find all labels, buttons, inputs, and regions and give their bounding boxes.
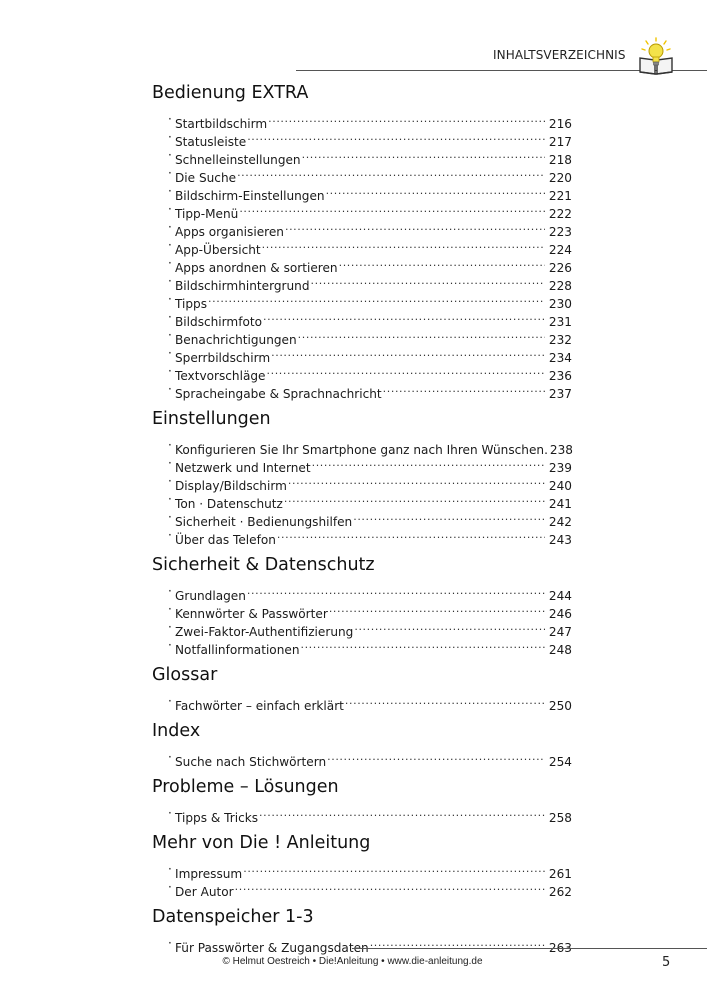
dot-leader <box>243 860 545 878</box>
entry-page: 246 <box>548 607 572 621</box>
section-title: Einstellungen <box>152 409 271 429</box>
table-of-contents <box>152 80 572 960</box>
toc-entry[interactable] <box>152 110 572 131</box>
bullet: · <box>168 602 172 616</box>
entry-page: 221 <box>548 189 572 203</box>
bullet: · <box>168 584 172 598</box>
dot-leader <box>353 508 545 526</box>
entry-page: 243 <box>548 533 572 547</box>
bullet: · <box>168 638 172 652</box>
bullet: · <box>168 364 172 378</box>
entry-page: 241 <box>548 497 572 511</box>
dot-leader <box>354 618 545 636</box>
toc-entry[interactable] <box>152 934 572 955</box>
entry-page: 240 <box>548 479 572 493</box>
bullet: · <box>168 202 172 216</box>
dot-leader <box>271 344 545 362</box>
entry-page: 226 <box>548 261 572 275</box>
bullet: · <box>168 166 172 180</box>
entry-label: Konfigurieren Sie Ihr Smartphone ganz nach Ihren Wünschen. <box>175 443 548 457</box>
dot-leader <box>326 182 545 200</box>
dot-leader <box>284 490 545 508</box>
bullet: · <box>168 220 172 234</box>
bullet: · <box>168 256 172 270</box>
entry-page: 250 <box>548 699 572 713</box>
entry-label: Tipps & Tricks <box>175 811 259 825</box>
entry-page: 223 <box>548 225 572 239</box>
bullet: · <box>168 184 172 198</box>
bullet: · <box>168 148 172 162</box>
entry-label: Impressum <box>175 867 243 881</box>
entry-page: 262 <box>548 885 572 899</box>
toc-entry[interactable] <box>152 618 572 639</box>
entry-page: 247 <box>548 625 572 639</box>
bullet: · <box>168 936 172 950</box>
footer-credit <box>0 956 707 967</box>
dot-leader <box>247 128 545 146</box>
bullet: · <box>168 806 172 820</box>
toc-entry[interactable] <box>152 272 572 293</box>
dot-leader <box>327 748 545 766</box>
entry-label: Kennwörter & Passwörter <box>175 607 328 621</box>
toc-entry[interactable] <box>152 128 572 149</box>
dot-leader <box>247 582 545 600</box>
toc-entry[interactable] <box>152 600 572 621</box>
bullet: · <box>168 274 172 288</box>
dot-leader <box>329 600 545 618</box>
entry-label: Statusleiste <box>175 135 247 149</box>
entry-label: App-Übersicht <box>175 243 261 257</box>
dot-leader <box>267 362 546 380</box>
bullet: · <box>168 492 172 506</box>
entry-page: 258 <box>548 811 572 825</box>
bullet: · <box>168 620 172 634</box>
bullet: · <box>168 382 172 396</box>
entry-label: Bildschirmfoto <box>175 315 263 329</box>
entry-label: Tipps <box>175 297 208 311</box>
entry-label: Notfallinformationen <box>175 643 300 657</box>
toc-entry[interactable] <box>152 236 572 257</box>
footer-credit-text: © Helmut Oestreich • Die!Anleitung • www.die-anleitung.de <box>222 956 483 967</box>
dot-leader <box>311 272 546 290</box>
toc-section <box>152 82 572 406</box>
section-title: Mehr von Die ! Anleitung <box>152 833 371 853</box>
dot-leader <box>262 236 545 254</box>
bullet: · <box>168 310 172 324</box>
entry-label: Die Suche <box>175 171 237 185</box>
bullet: · <box>168 694 172 708</box>
entry-page: 220 <box>548 171 572 185</box>
toc-entry[interactable] <box>152 254 572 275</box>
toc-entry[interactable] <box>152 508 572 529</box>
dot-leader <box>298 326 545 344</box>
entry-page: 218 <box>548 153 572 167</box>
dot-leader <box>383 380 545 398</box>
toc-section <box>152 408 572 552</box>
entry-label: Für Passwörter & Zugangsdaten <box>175 941 369 955</box>
entry-label: Startbildschirm <box>175 117 268 131</box>
entry-label: Bildschirm-Einstellungen <box>175 189 325 203</box>
toc-entry[interactable] <box>152 436 574 457</box>
section-title: Bedienung EXTRA <box>152 83 309 103</box>
toc-entry[interactable] <box>152 804 572 825</box>
toc-entry[interactable] <box>152 218 572 239</box>
entry-label: Display/Bildschirm <box>175 479 287 493</box>
header-title: INHALTSVERZEICHNIS <box>493 48 626 62</box>
entry-page: 248 <box>548 643 572 657</box>
footer-rule <box>352 948 707 949</box>
toc-entry[interactable] <box>152 362 572 383</box>
entry-page: 237 <box>548 387 572 401</box>
entry-label: Zwei-Faktor-Authentifizierung <box>175 625 354 639</box>
toc-entry[interactable] <box>152 146 572 167</box>
bullet: · <box>168 238 172 252</box>
toc-entry[interactable] <box>152 454 572 475</box>
lightbulb-icon <box>637 36 675 76</box>
bullet: · <box>168 130 172 144</box>
entry-page: 231 <box>548 315 572 329</box>
toc-entry[interactable] <box>152 472 572 493</box>
entry-page: 234 <box>548 351 572 365</box>
section-title: Index <box>152 721 201 741</box>
toc-section <box>152 554 572 662</box>
entry-page: 216 <box>548 117 572 131</box>
section-title: Sicherheit & Datenschutz <box>152 555 375 575</box>
entry-label: Apps anordnen & sortieren <box>175 261 338 275</box>
toc-entry[interactable] <box>152 526 572 547</box>
dot-leader <box>285 218 545 236</box>
entry-label: Netzwerk und Internet <box>175 461 311 475</box>
entry-label: Schnelleinstellungen <box>175 153 301 167</box>
dot-leader <box>239 200 545 218</box>
entry-page: 238 <box>549 443 574 457</box>
bullet: · <box>168 438 172 452</box>
bullet: · <box>168 346 172 360</box>
toc-section <box>152 906 572 960</box>
page-number: 5 <box>662 955 671 970</box>
bullet: · <box>168 750 172 764</box>
toc-entry[interactable] <box>152 164 572 185</box>
entry-label: Über das Telefon <box>175 533 276 547</box>
dot-leader <box>208 290 545 308</box>
entry-page: 244 <box>548 589 572 603</box>
bullet: · <box>168 112 172 126</box>
toc-section <box>152 720 572 774</box>
dot-leader <box>302 146 545 164</box>
entry-label: Apps organisieren <box>175 225 284 239</box>
entry-label: Textvorschläge <box>175 369 266 383</box>
toc-entry[interactable] <box>152 860 572 881</box>
toc-entry[interactable] <box>152 490 572 511</box>
entry-page: 228 <box>548 279 572 293</box>
dot-leader <box>235 878 545 896</box>
bullet: · <box>168 456 172 470</box>
entry-page: 242 <box>548 515 572 529</box>
dot-leader <box>339 254 545 272</box>
entry-page: 232 <box>548 333 572 347</box>
entry-label: Bildschirmhintergrund <box>175 279 310 293</box>
entry-page: 222 <box>548 207 572 221</box>
toc-entry[interactable] <box>152 636 572 657</box>
toc-section <box>152 776 572 830</box>
toc-entry[interactable] <box>152 582 572 603</box>
toc-entry[interactable] <box>152 200 572 221</box>
toc-entry[interactable] <box>152 344 572 365</box>
bullet: · <box>168 862 172 876</box>
dot-leader <box>300 636 545 654</box>
entry-label: Suche nach Stichwörtern <box>175 755 327 769</box>
entry-label: Sperrbildschirm <box>175 351 271 365</box>
entry-label: Fachwörter – einfach erklärt <box>175 699 344 713</box>
dot-leader <box>277 526 545 544</box>
toc-entry[interactable] <box>152 692 572 713</box>
section-title: Probleme – Lösungen <box>152 777 339 797</box>
toc-entry[interactable] <box>152 308 572 329</box>
bullet: · <box>168 528 172 542</box>
entry-page: 261 <box>548 867 572 881</box>
entry-page: 224 <box>548 243 572 257</box>
entry-page: 217 <box>548 135 572 149</box>
entry-label: Grundlagen <box>175 589 246 603</box>
dot-leader <box>237 164 545 182</box>
toc-entry[interactable] <box>152 878 572 899</box>
dot-leader <box>370 934 545 952</box>
entry-page: 239 <box>548 461 572 475</box>
bullet: · <box>168 292 172 306</box>
entry-page: 263 <box>548 941 572 955</box>
dot-leader <box>288 472 545 490</box>
entry-label: Ton · Datenschutz <box>175 497 283 511</box>
entry-label: Der Autor <box>175 885 234 899</box>
entry-label: Sicherheit · Bedienungshilfen <box>175 515 353 529</box>
dot-leader <box>312 454 545 472</box>
entry-page: 230 <box>548 297 572 311</box>
bullet: · <box>168 328 172 342</box>
bullet: · <box>168 510 172 524</box>
toc-entry[interactable] <box>152 380 572 401</box>
dot-leader <box>263 308 545 326</box>
entry-page: 254 <box>548 755 572 769</box>
section-title: Glossar <box>152 665 218 685</box>
dot-leader <box>345 692 545 710</box>
toc-entry[interactable] <box>152 748 572 769</box>
entry-page: 236 <box>548 369 572 383</box>
entry-label: Benachrichtigungen <box>175 333 297 347</box>
entry-label: Tipp-Menü <box>175 207 239 221</box>
toc-entry[interactable] <box>152 326 572 347</box>
bullet: · <box>168 474 172 488</box>
toc-section <box>152 664 572 718</box>
toc-entry[interactable] <box>152 182 572 203</box>
entry-label: Spracheingabe & Sprachnachricht <box>175 387 382 401</box>
toc-entry[interactable] <box>152 290 572 311</box>
dot-leader <box>268 110 545 128</box>
section-title: Datenspeicher 1-3 <box>152 907 314 927</box>
dot-leader <box>259 804 545 822</box>
toc-section <box>152 832 572 904</box>
bullet: · <box>168 880 172 894</box>
